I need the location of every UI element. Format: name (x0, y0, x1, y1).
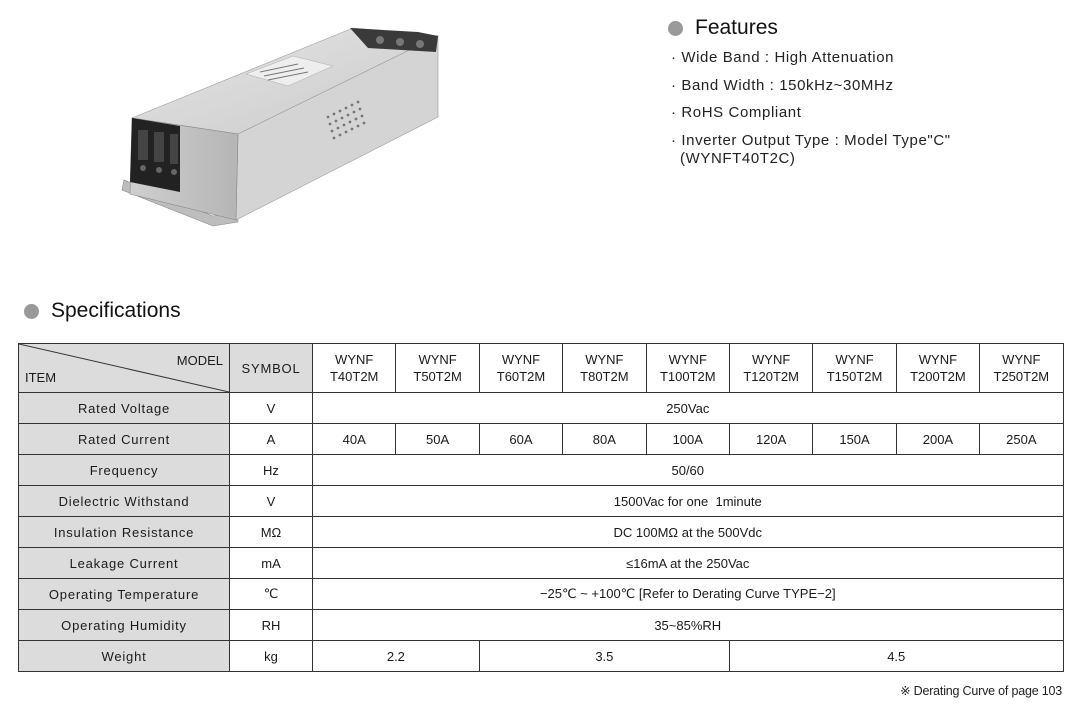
row-value: 50A (396, 424, 479, 455)
row-value: 2.2 (313, 641, 480, 672)
model-header: WYNF T100T2M (646, 344, 729, 393)
features-title: Features (695, 16, 778, 39)
model-header: WYNF T40T2M (313, 344, 396, 393)
table-row (19, 610, 1064, 641)
row-value: 200A (896, 424, 979, 455)
symbol-header: SYMBOL (230, 344, 313, 393)
model-label: MODEL (176, 353, 223, 368)
bullet-circle-icon (668, 21, 683, 36)
row-value: ≤16mA at the 250Vac (313, 548, 1064, 579)
table-row (19, 579, 1064, 610)
feature-item: · RoHS Compliant (671, 104, 802, 121)
row-value: 60A (479, 424, 562, 455)
table-row (19, 641, 1064, 672)
bullet-circle-icon (24, 304, 39, 319)
row-symbol: ℃ (230, 579, 313, 610)
row-value: 50/60 (313, 455, 1064, 486)
specifications-title: Specifications (51, 299, 181, 322)
row-item-label: Dielectric Withstand (19, 486, 230, 517)
row-value: 40A (313, 424, 396, 455)
row-item-label: Operating Humidity (19, 610, 230, 641)
model-header: WYNF T250T2M (980, 344, 1063, 393)
row-value: 1500Vac for one 1minute (313, 486, 1064, 517)
row-item-label: Insulation Resistance (19, 517, 230, 548)
row-symbol: kg (230, 641, 313, 672)
row-symbol: RH (230, 610, 313, 641)
model-header: WYNF T200T2M (896, 344, 979, 393)
table-row (19, 455, 1064, 486)
table-row (19, 548, 1064, 579)
features-heading (668, 16, 778, 40)
specifications-heading (24, 299, 181, 323)
model-header: WYNF T60T2M (479, 344, 562, 393)
row-value: 250A (980, 424, 1063, 455)
table-row (19, 517, 1064, 548)
table-row (19, 486, 1064, 517)
feature-item: · Band Width : 150kHz~30MHz (671, 76, 894, 94)
row-value: 3.5 (479, 641, 729, 672)
row-value: 4.5 (729, 641, 1063, 672)
row-item-label: Weight (19, 641, 230, 672)
features-list (671, 48, 951, 177)
row-symbol: Hz (230, 455, 313, 486)
row-value: 80A (563, 424, 646, 455)
row-item-label: Rated Voltage (19, 393, 230, 424)
row-value: 35~85%RH (313, 610, 1064, 641)
row-symbol: A (230, 424, 313, 455)
row-symbol: mA (230, 548, 313, 579)
row-symbol: MΩ (230, 517, 313, 548)
model-header: WYNF T120T2M (729, 344, 812, 393)
row-value: 120A (729, 424, 812, 455)
row-symbol: V (230, 393, 313, 424)
row-value: 250Vac (313, 393, 1064, 424)
row-item-label: Leakage Current (19, 548, 230, 579)
row-value: −25℃ ~ +100℃ [Refer to Derating Curve TYPE−2] (313, 579, 1064, 610)
model-header: WYNF T50T2M (396, 344, 479, 393)
row-value: 150A (813, 424, 896, 455)
model-header: WYNF T150T2M (813, 344, 896, 393)
model-item-header-cell (19, 344, 230, 393)
row-item-label: Rated Current (19, 424, 230, 455)
row-item-label: Operating Temperature (19, 579, 230, 610)
table-row (19, 393, 1064, 424)
row-value: DC 100MΩ at the 500Vdc (313, 517, 1064, 548)
feature-item-continuation: (WYNFT40T2C) (680, 150, 796, 167)
feature-item: · Wide Band : High Attenuation (671, 49, 895, 66)
row-symbol: V (230, 486, 313, 517)
row-item-label: Frequency (19, 455, 230, 486)
specifications-table (18, 343, 1064, 672)
footnote: ※ Derating Curve of page 103 (900, 684, 1062, 698)
feature-item: · Inverter Output Type : Model Type"C" (671, 131, 951, 149)
model-header: WYNF T80T2M (563, 344, 646, 393)
table-header-row (19, 344, 1064, 393)
table-row (19, 424, 1064, 455)
product-image (118, 22, 458, 228)
item-label: ITEM (25, 370, 57, 385)
row-value: 100A (646, 424, 729, 455)
